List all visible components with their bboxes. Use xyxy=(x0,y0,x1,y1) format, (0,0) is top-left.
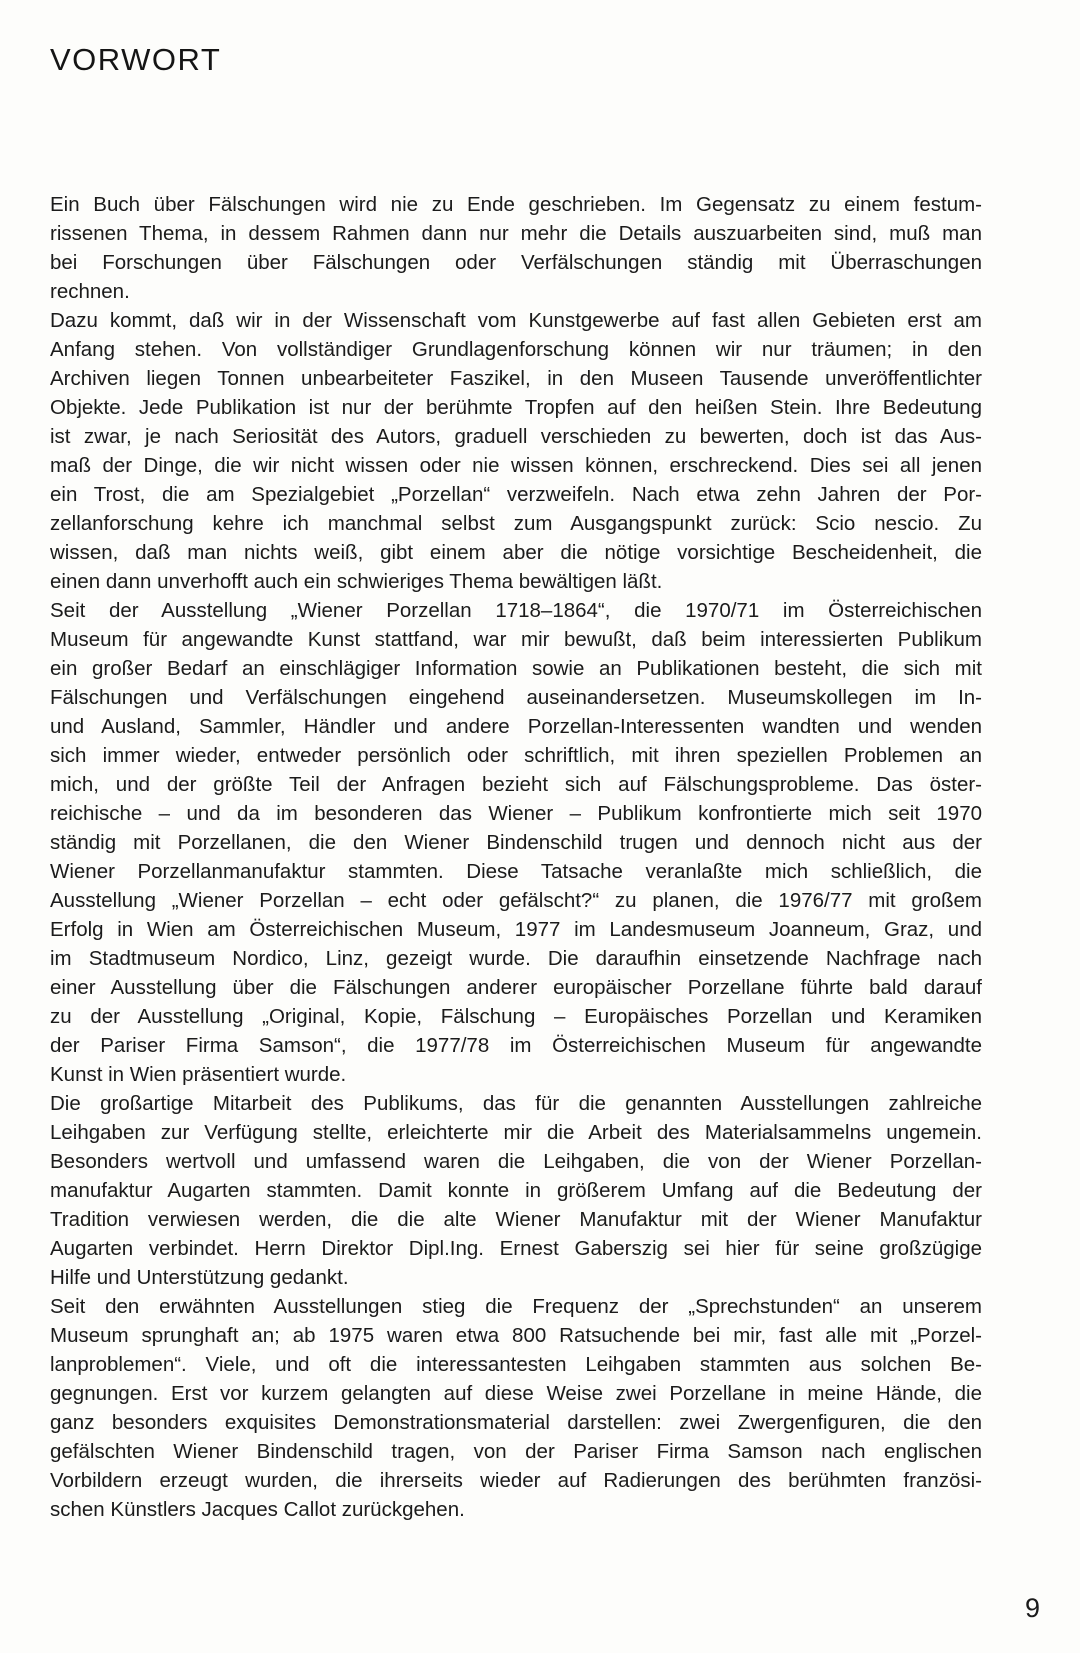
text-line: Seit der Ausstellung „Wiener Porzellan 1718–1864“, die 1970/71 im Österreichischen xyxy=(50,599,982,622)
text-line: Fälschungen und Verfälschungen eingehend auseinandersetzen. Museumskollegen im In- xyxy=(50,686,982,709)
text-line: gegnungen. Erst vor kurzem gelangten auf diese Weise zwei Porzellane in meine Hände, die xyxy=(50,1382,982,1405)
text-line: manufaktur Augarten stammten. Damit konnte in größerem Umfang auf die Bedeutung der xyxy=(50,1179,982,1202)
text-line: bei Forschungen über Fälschungen oder Verfälschungen ständig mit Überraschungen xyxy=(50,251,982,274)
text-line: Augarten verbindet. Herrn Direktor Dipl.Ing. Ernest Gaberszig sei hier für seine großzügige xyxy=(50,1237,982,1260)
paragraph xyxy=(50,306,982,596)
body-text xyxy=(50,190,982,1524)
text-line: sich immer wieder, entweder persönlich oder schriftlich, mit ihren speziellen Problemen an xyxy=(50,744,982,767)
text-line: zu der Ausstellung „Original, Kopie, Fälschung – Europäisches Porzellan und Keramiken xyxy=(50,1005,982,1028)
text-line: Seit den erwähnten Ausstellungen stieg die Frequenz der „Sprechstunden“ an unserem xyxy=(50,1295,982,1318)
text-line: ganz besonders exquisites Demonstrationsmaterial darstellen: zwei Zwergenfiguren, die den xyxy=(50,1411,982,1434)
text-line: einer Ausstellung über die Fälschungen anderer europäischer Porzellane führte bald darauf xyxy=(50,976,982,999)
paragraph xyxy=(50,1089,982,1292)
text-line: ständig mit Porzellanen, die den Wiener Bindenschild trugen und dennoch nicht aus der xyxy=(50,831,982,854)
text-line: reichische – und da im besonderen das Wiener – Publikum konfrontierte mich seit 1970 xyxy=(50,802,982,825)
text-line: mich, und der größte Teil der Anfragen bezieht sich auf Fälschungsprobleme. Das öster- xyxy=(50,773,982,796)
text-line: schen Künstlers Jacques Callot zurückgehen. xyxy=(50,1498,465,1521)
text-line: Erfolg in Wien am Österreichischen Museum, 1977 im Landesmuseum Joanneum, Graz, und xyxy=(50,918,982,941)
text-line: und Ausland, Sammler, Händler und andere Porzellan-Interessenten wandten und wenden xyxy=(50,715,982,738)
text-line: ist zwar, je nach Seriosität des Autors, graduell verschieden zu bewerten, doch ist das Aus- xyxy=(50,425,982,448)
text-line: der Pariser Firma Samson“, die 1977/78 im Österreichischen Museum für angewandte xyxy=(50,1034,982,1057)
text-line: rissenen Thema, in dessem Rahmen dann nur mehr die Details auszuarbeiten sind, muß man xyxy=(50,222,982,245)
text-line: Ein Buch über Fälschungen wird nie zu Ende geschrieben. Im Gegensatz zu einem festum- xyxy=(50,193,982,216)
text-line: Museum sprunghaft an; ab 1975 waren etwa 800 Ratsuchende bei mir, fast alle mit „Porzel- xyxy=(50,1324,982,1347)
text-line: maß der Dinge, die wir nicht wissen oder nie wissen können, erschreckend. Dies sei all jenen xyxy=(50,454,982,477)
text-line: Archiven liegen Tonnen unbearbeiteter Faszikel, in den Museen Tausende unveröffentlichter xyxy=(50,367,982,390)
page-number: 9 xyxy=(1024,1593,1040,1623)
text-line: Museum für angewandte Kunst stattfand, war mir bewußt, daß beim interessierten Publikum xyxy=(50,628,982,651)
text-line: Objekte. Jede Publikation ist nur der berühmte Tropfen auf den heißen Stein. Ihre Bedeutung xyxy=(50,396,982,419)
text-line: gefälschten Wiener Bindenschild tragen, von der Pariser Firma Samson nach englischen xyxy=(50,1440,982,1463)
paragraph xyxy=(50,596,982,1089)
paragraph xyxy=(50,190,982,306)
text-line: ein großer Bedarf an einschlägiger Information sowie an Publikationen besteht, die sich mit xyxy=(50,657,982,680)
text-line: zellanforschung kehre ich manchmal selbst zum Ausgangspunkt zurück: Scio nescio. Zu xyxy=(50,512,982,535)
text-line: Kunst in Wien präsentiert wurde. xyxy=(50,1063,347,1086)
text-line: Die großartige Mitarbeit des Publikums, das für die genannten Ausstellungen zahlreiche xyxy=(50,1092,982,1115)
text-line: Anfang stehen. Von vollständiger Grundlagenforschung können wir nur träumen; in den xyxy=(50,338,982,361)
text-line: im Stadtmuseum Nordico, Linz, gezeigt wurde. Die daraufhin einsetzende Nachfrage nach xyxy=(50,947,982,970)
text-line: Vorbildern erzeugt wurden, die ihrerseits wieder auf Radierungen des berühmten französi- xyxy=(50,1469,982,1492)
text-line: wissen, daß man nichts weiß, gibt einem aber die nötige vorsichtige Bescheidenheit, die xyxy=(50,541,982,564)
text-line: Wiener Porzellanmanufaktur stammten. Diese Tatsache veranlaßte mich schließlich, die xyxy=(50,860,982,883)
text-line: einen dann unverhofft auch ein schwieriges Thema bewältigen läßt. xyxy=(50,570,663,593)
page-title: VORWORT xyxy=(50,42,222,77)
text-line: Leihgaben zur Verfügung stellte, erleichterte mir die Arbeit des Materialsammelns ungemein. xyxy=(50,1121,982,1144)
text-line: Besonders wertvoll und umfassend waren die Leihgaben, die von der Wiener Porzellan- xyxy=(50,1150,982,1173)
text-line: rechnen. xyxy=(50,280,130,303)
text-line: ein Trost, die am Spezialgebiet „Porzellan“ verzweifeln. Nach etwa zehn Jahren der Por- xyxy=(50,483,982,506)
text-line: Tradition verwiesen werden, die die alte Wiener Manufaktur mit der Wiener Manufaktur xyxy=(50,1208,982,1231)
text-line: Hilfe und Unterstützung gedankt. xyxy=(50,1266,349,1289)
paragraph xyxy=(50,1292,982,1524)
text-line: lanproblemen“. Viele, und oft die interessantesten Leihgaben stammten aus solchen Be- xyxy=(50,1353,982,1376)
text-line: Dazu kommt, daß wir in der Wissenschaft vom Kunstgewerbe auf fast allen Gebieten erst am xyxy=(50,309,982,332)
text-line: Ausstellung „Wiener Porzellan – echt oder gefälscht?“ zu planen, die 1976/77 mit großem xyxy=(50,889,982,912)
